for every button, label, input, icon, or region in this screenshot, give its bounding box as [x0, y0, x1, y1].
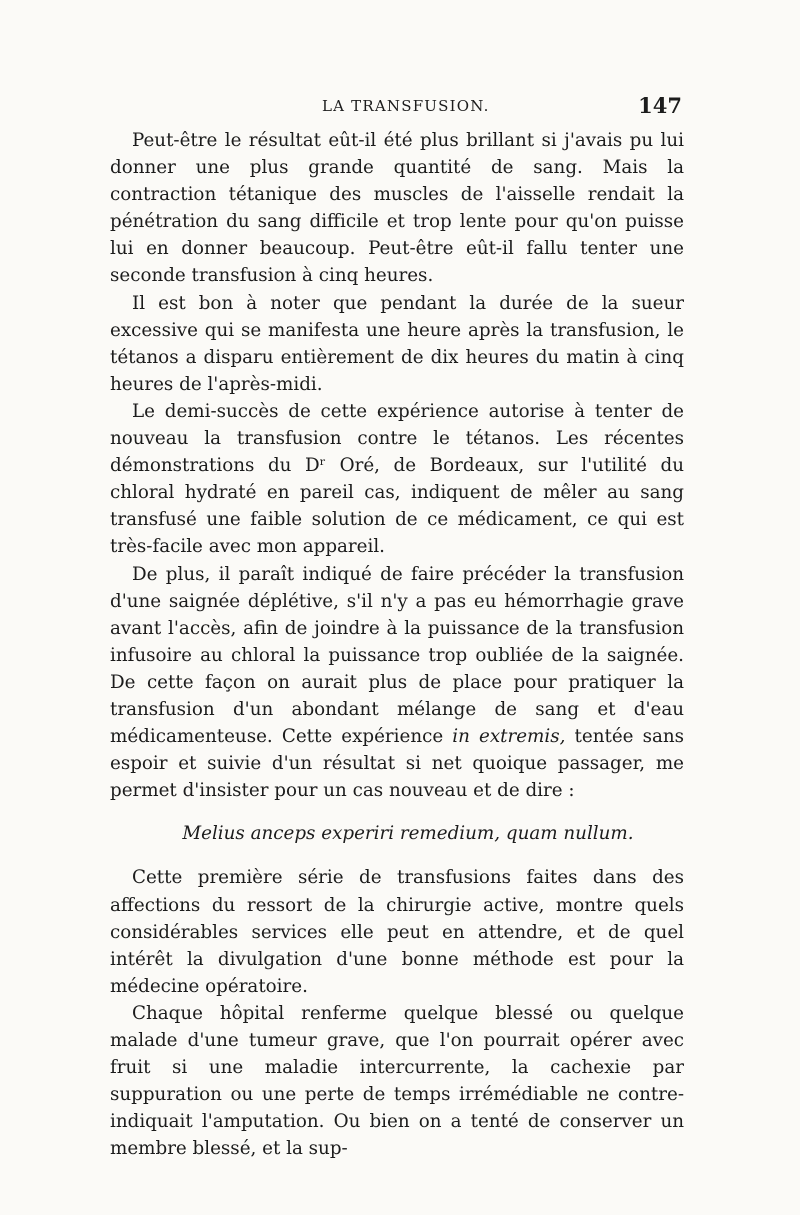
paragraph: Peut-être le résultat eût-il été plus brillant si j'avais pu lui donner une plus grande quantité de sang. Mais la contraction tétanique des muscles de l'aisselle rendait la pénétration du sang difficile et trop lente pour qu'on puisse lui en donner beaucoup. Peut-être eût-il fallu tenter une seconde transfusion à cinq heures.: [110, 130, 684, 287]
paragraph-text: De plus, il paraît indiqué de faire précéder la transfusion d'une saignée déplétive, s'il n'y a pas eu hémorrhagie grave avant l'accès, afin de joindre à la puissance de la transfusion infusoire au chloral la puissance trop oubliée de la saignée. De cette façon on aurait plus de place pour pratiquer la transfusion d'un abondant mélange de sang et d'eau médicamenteuse. Cette expérience: [110, 563, 684, 748]
latin-quote: Melius anceps experiri remedium, quam nullum.: [182, 823, 634, 845]
body-text: [110, 127, 684, 1162]
paragraph-text: tentée sans espoir et suivie d'un résultat si net quoique passager, me permet d'insister pour un cas nouveau et de dire :: [110, 726, 685, 802]
page-header: [110, 93, 684, 121]
page-number: 147: [638, 93, 682, 118]
paragraph: Cette première série de transfusions faites dans des affections du ressort de la chirurgie active, montre quels considérables services elle peut en attendre, et de quel intérêt la divulgation d'une bonne méthode est pour la médecine opératoire.: [110, 867, 684, 997]
paragraph: [110, 561, 684, 805]
paragraph: Il est bon à noter que pendant la durée de la sueur excessive qui se manifesta une heure après la transfusion, le tétanos a disparu entièrement de dix heures du matin à cinq heures de l'après-midi.: [110, 292, 684, 395]
paragraph: Chaque hôpital renferme quelque blessé ou quelque malade d'une tumeur grave, que l'on pourrait opérer avec fruit si une maladie intercurrente, la cachexie par suppuration ou une perte de temps irrémédiable ne contre-indiquait l'amputation. Ou bien on a tenté de conserver un membre blessé, et la sup-: [110, 1002, 684, 1160]
running-title: LA TRANSFUSION.: [322, 97, 490, 115]
paragraph: Le demi-succès de cette expérience autorise à tenter de nouveau la transfusion contre le tétanos. Les récentes démonstrations du Dʳ Oré, de Bordeaux, sur l'utilité du chloral hydraté en pareil cas, indiquent de mêler au sang transfusé une faible solution de ce médicament, ce qui est très-facile avec mon appareil.: [110, 400, 684, 558]
italic-phrase: in extremis,: [452, 726, 566, 748]
